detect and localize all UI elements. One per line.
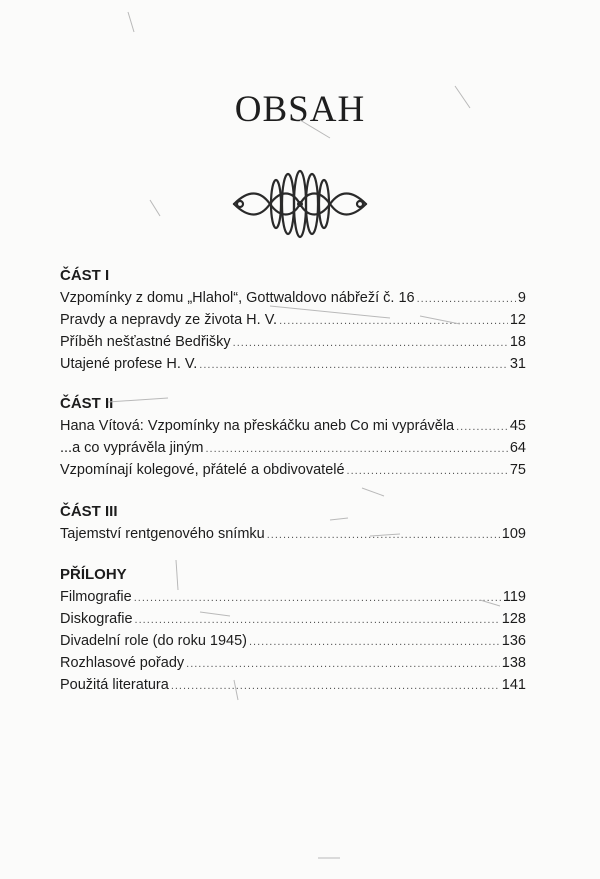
entry-page-number: 128 bbox=[501, 611, 526, 627]
leader-dots bbox=[205, 438, 507, 460]
toc-entry bbox=[60, 674, 526, 696]
entry-page-number: 18 bbox=[509, 334, 526, 350]
section-cast-3 bbox=[60, 501, 526, 545]
section-heading: PŘÍLOHY bbox=[60, 566, 127, 583]
entry-page-number: 136 bbox=[501, 633, 526, 649]
entry-page-number: 64 bbox=[509, 440, 526, 456]
toc-entry bbox=[60, 353, 526, 375]
leader-dots bbox=[233, 332, 508, 354]
section-cast-2 bbox=[60, 393, 526, 481]
section-heading: ČÁST I bbox=[60, 267, 110, 284]
table-of-contents bbox=[60, 265, 526, 696]
entry-page-number: 141 bbox=[501, 677, 526, 693]
entry-label: Diskografie bbox=[60, 611, 133, 627]
flourish-ornament bbox=[230, 168, 370, 240]
entry-label: Filmografie bbox=[60, 589, 132, 605]
leader-dots bbox=[347, 460, 508, 482]
leader-dots bbox=[135, 609, 500, 631]
leader-dots bbox=[171, 675, 500, 697]
toc-entry bbox=[60, 309, 526, 331]
entry-label: Vzpomínají kolegové, přátelé a obdivovatelé bbox=[60, 462, 345, 478]
entry-label: Hana Vítová: Vzpomínky na přeskáčku aneb Co mi vyprávěla bbox=[60, 418, 455, 434]
section-heading: ČÁST III bbox=[60, 503, 118, 520]
toc-entry bbox=[60, 331, 526, 353]
entry-label: Tajemství rentgenového snímku bbox=[60, 526, 265, 542]
section-spacer bbox=[60, 481, 526, 501]
toc-entry bbox=[60, 415, 526, 437]
entry-label: Rozhlasové pořady bbox=[60, 655, 185, 671]
section-prilohy bbox=[60, 564, 526, 696]
toc-entry bbox=[60, 630, 526, 652]
toc-entry bbox=[60, 523, 526, 545]
leader-dots bbox=[279, 310, 508, 332]
leader-dots bbox=[134, 587, 501, 609]
entry-page-number: 138 bbox=[501, 655, 526, 671]
entry-page-number: 12 bbox=[509, 312, 526, 328]
entry-page-number: 31 bbox=[509, 356, 526, 372]
leader-dots bbox=[186, 653, 500, 675]
entry-label: Vzpomínky z domu „Hlahol“, Gottwaldovo nábřeží č. 16 bbox=[60, 290, 415, 306]
section-heading: ČÁST II bbox=[60, 395, 114, 412]
toc-entry bbox=[60, 437, 526, 459]
leader-dots bbox=[456, 416, 508, 438]
leader-dots bbox=[249, 631, 500, 653]
entry-page-number: 119 bbox=[502, 589, 526, 605]
toc-entry bbox=[60, 459, 526, 481]
toc-entry bbox=[60, 652, 526, 674]
entry-page-number: 45 bbox=[509, 418, 526, 434]
section-spacer bbox=[60, 545, 526, 564]
entry-label: Použitá literatura bbox=[60, 677, 169, 693]
entry-label: Divadelní role (do roku 1945) bbox=[60, 633, 247, 649]
entry-label: Příběh nešťastné Bedřišky bbox=[60, 334, 231, 350]
entry-page-number: 75 bbox=[509, 462, 526, 478]
entry-label: ...a co vyprávěla jiným bbox=[60, 440, 204, 456]
leader-dots bbox=[417, 288, 516, 310]
toc-entry bbox=[60, 586, 526, 608]
toc-entry bbox=[60, 608, 526, 630]
leader-dots bbox=[267, 524, 500, 546]
page-title: OBSAH bbox=[234, 89, 366, 130]
entry-page-number: 109 bbox=[501, 526, 526, 542]
entry-page-number: 9 bbox=[517, 290, 526, 306]
leader-dots bbox=[199, 354, 508, 376]
section-spacer bbox=[60, 375, 526, 393]
section-cast-1 bbox=[60, 265, 526, 375]
entry-label: Pravdy a nepravdy ze života H. V. bbox=[60, 312, 278, 328]
toc-entry bbox=[60, 287, 526, 309]
entry-label: Utajené profese H. V. bbox=[60, 356, 198, 372]
